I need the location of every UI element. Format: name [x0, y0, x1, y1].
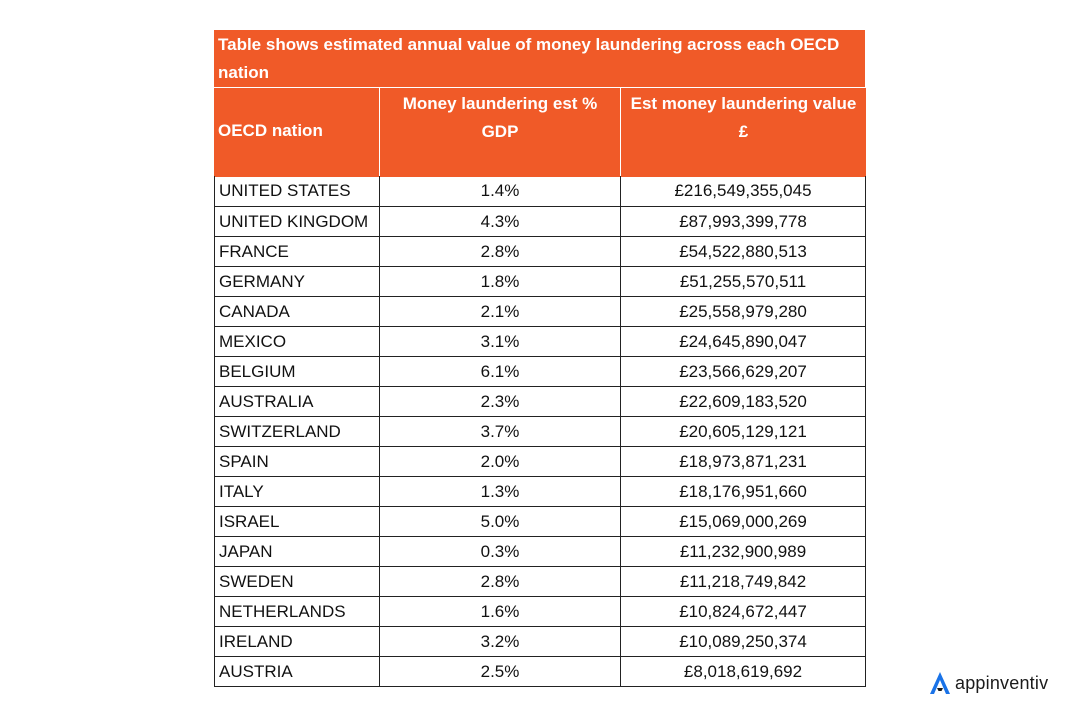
cell-pct-gdp: 2.0%: [380, 447, 621, 476]
cell-nation: CANADA: [214, 297, 380, 326]
table-row: [214, 237, 866, 267]
cell-nation: AUSTRIA: [214, 657, 380, 686]
cell-pct-gdp: 2.1%: [380, 297, 621, 326]
cell-est-value: £10,824,672,447: [621, 597, 866, 626]
cell-est-value: £11,218,749,842: [621, 567, 866, 596]
cell-est-value: £20,605,129,121: [621, 417, 866, 446]
cell-nation: NETHERLANDS: [214, 597, 380, 626]
cell-pct-gdp: 2.8%: [380, 237, 621, 266]
table-row: [214, 537, 866, 567]
cell-nation: SWITZERLAND: [214, 417, 380, 446]
cell-nation: ITALY: [214, 477, 380, 506]
brand-logo: [927, 668, 1048, 698]
cell-pct-gdp: 6.1%: [380, 357, 621, 386]
cell-nation: JAPAN: [214, 537, 380, 566]
cell-est-value: £15,069,000,269: [621, 507, 866, 536]
table-row: [214, 477, 866, 507]
cell-nation: AUSTRALIA: [214, 387, 380, 416]
cell-est-value: £11,232,900,989: [621, 537, 866, 566]
cell-est-value: £8,018,619,692: [621, 657, 866, 686]
cell-pct-gdp: 1.4%: [380, 176, 621, 206]
table-row: [214, 207, 866, 237]
cell-nation: SWEDEN: [214, 567, 380, 596]
cell-nation: ISRAEL: [214, 507, 380, 536]
cell-pct-gdp: 3.7%: [380, 417, 621, 446]
table-title: Table shows estimated annual value of money laundering across each OECD nation: [214, 30, 865, 87]
cell-pct-gdp: 2.3%: [380, 387, 621, 416]
brand-name: appinventiv: [955, 672, 1049, 693]
table-row: [214, 627, 866, 657]
cell-est-value: £18,176,951,660: [621, 477, 866, 506]
cell-pct-gdp: 2.8%: [380, 567, 621, 596]
table-header-row: [214, 87, 866, 177]
table-row: [214, 297, 866, 327]
cell-nation: GERMANY: [214, 267, 380, 296]
cell-pct-gdp: 1.8%: [380, 267, 621, 296]
cell-pct-gdp: 4.3%: [380, 207, 621, 236]
cell-nation: BELGIUM: [214, 357, 380, 386]
cell-est-value: £216,549,355,045: [621, 176, 866, 206]
cell-pct-gdp: 2.5%: [380, 657, 621, 686]
header-est-value: Est money laundering value £: [630, 94, 857, 141]
cell-nation: UNITED STATES: [214, 176, 380, 206]
cell-est-value: £54,522,880,513: [621, 237, 866, 266]
cell-pct-gdp: 1.6%: [380, 597, 621, 626]
cell-nation: SPAIN: [214, 447, 380, 476]
table-row: [214, 267, 866, 297]
cell-est-value: £51,255,570,511: [621, 267, 866, 296]
cell-est-value: £25,558,979,280: [621, 297, 866, 326]
appinventiv-a-icon: [927, 670, 953, 696]
table-row: [214, 387, 866, 417]
header-pct-gdp: Money laundering est % GDP: [380, 88, 621, 177]
table-row: [214, 567, 866, 597]
table-row: [214, 417, 866, 447]
table-row: [214, 597, 866, 627]
table-row: [214, 357, 866, 387]
cell-pct-gdp: 3.2%: [380, 627, 621, 656]
data-table: [214, 30, 866, 681]
cell-pct-gdp: 1.3%: [380, 477, 621, 506]
table-body: [214, 176, 866, 687]
cell-pct-gdp: 0.3%: [380, 537, 621, 566]
cell-est-value: £23,566,629,207: [621, 357, 866, 386]
table-row: [214, 327, 866, 357]
header-oecd-nation: OECD nation: [214, 88, 380, 177]
cell-nation: IRELAND: [214, 627, 380, 656]
cell-est-value: £22,609,183,520: [621, 387, 866, 416]
cell-nation: FRANCE: [214, 237, 380, 266]
cell-est-value: £24,645,890,047: [621, 327, 866, 356]
cell-est-value: £10,089,250,374: [621, 627, 866, 656]
table-row: [214, 447, 866, 477]
cell-pct-gdp: 5.0%: [380, 507, 621, 536]
cell-nation: MEXICO: [214, 327, 380, 356]
table-row: [214, 507, 866, 537]
cell-pct-gdp: 3.1%: [380, 327, 621, 356]
cell-nation: UNITED KINGDOM: [214, 207, 380, 236]
table-row: [214, 176, 866, 207]
cell-est-value: £18,973,871,231: [621, 447, 866, 476]
cell-est-value: £87,993,399,778: [621, 207, 866, 236]
table-row: [214, 657, 866, 687]
